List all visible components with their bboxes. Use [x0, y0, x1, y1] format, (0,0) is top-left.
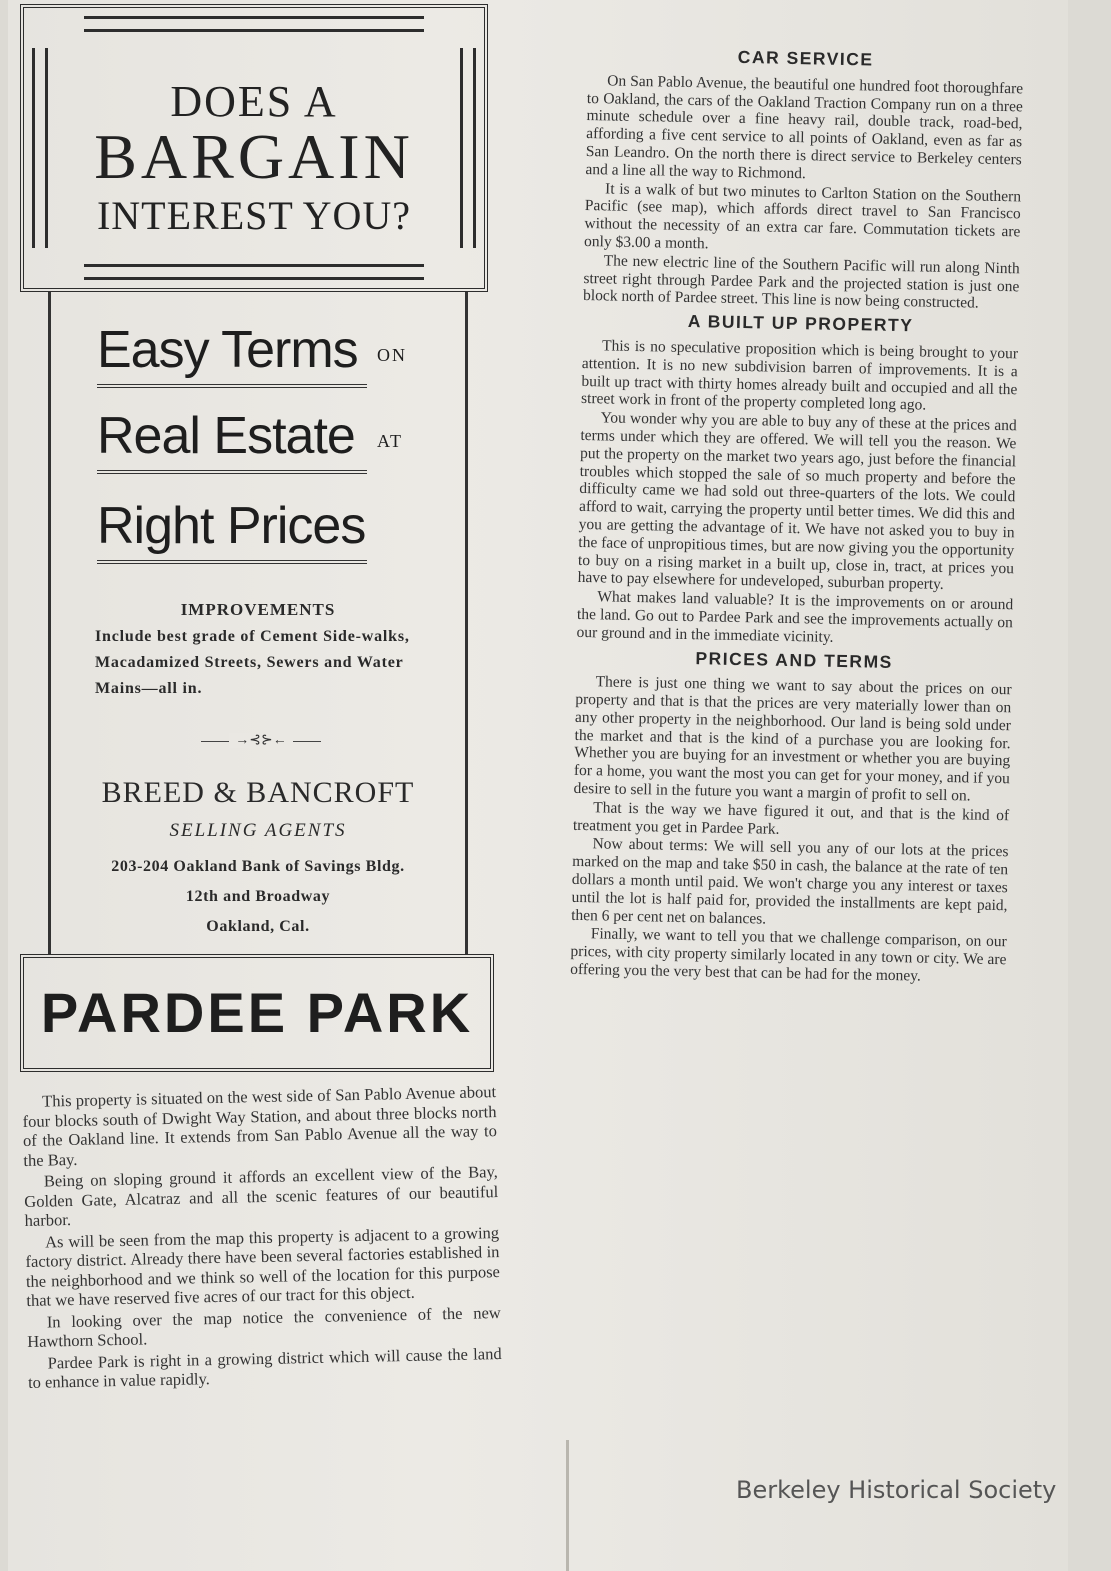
- border-ornament: [84, 264, 424, 280]
- paragraph: In looking over the map notice the convenience of the new Hawthorn School.: [27, 1302, 501, 1351]
- term-heading-text: Easy Terms: [97, 321, 358, 379]
- improvements-body: Include best grade of Cement Side-walks, Macadamized Streets, Sewers and Water Mains—all in.: [95, 628, 410, 697]
- watermark-credit: Berkeley Historical Society: [736, 1476, 1057, 1504]
- section-heading-car-service: CAR SERVICE: [737, 46, 874, 70]
- paragraph: Now about terms: We will sell you any of our lots at the prices marked on the map and take $50 in cash, the balance at the rate of ten dollars a month until paid. We won't charge you any interest or taxes until the lot is half paid for, provided the installments are kept paid, then 6 per cent net on balances.: [571, 835, 1009, 928]
- paragraph: As will be seen from the map this property is adjacent to a growing factory district. Already there have been several factories established in the neighborhood and we think so well of the location for this purpose that we have reserved five acres of our tract for this object.: [25, 1222, 501, 1310]
- paragraph: It is a walk of but two minutes to Carlton Station on the Southern Pacific (see map), which affords direct travel to San Francisco without the necessity of an extra car fare. Commutation tickets are only $3.00 a month.: [583, 179, 1022, 253]
- address-line: Oakland, Cal.: [206, 918, 310, 935]
- paragraph: There is just one thing we want to say about the prices on our property and that is that the prices are very materially lower than on any other property in the neighborhood. Our land is being sold under the market and that is the kind of a purchase you are looking for. Whether you are buying for an investment or whether you are buying for a home, you want the most you can get for your money, and if you desire to sell in the future you want a margin of profit to sell on.: [573, 673, 1012, 805]
- ornament-glyph: →⊰⊱←: [229, 733, 292, 748]
- pardee-park-body: [22, 1082, 502, 1394]
- term-heading-text: Right Prices: [97, 497, 366, 555]
- section-heading-built-up: A BUILT UP PROPERTY: [687, 311, 914, 336]
- paragraph: The new electric line of the Southern Pacific will run along Ninth street right through Pardee Park and the projected station is just one block north of Pardee street. This line is now being constructed.: [582, 252, 1020, 312]
- page-fold: [566, 1440, 569, 1571]
- paragraph: What makes land valuable? It is the improvements on or around the land. Go out to Pardee Park and see the improvements actually on our ground and in the immediate vicinity.: [576, 588, 1014, 646]
- term-heading-text: Real Estate: [97, 407, 355, 465]
- paragraph: On San Pablo Avenue, the beautiful one hundred foot thoroughfare to Oakland, the cars of the Oakland Traction Company run on a three minute schedule over a fine heavy rail, double track, road-bed, affording a five cent service to all points of Oakland, even as far as San Leandro. On the north there is direct service to Berkeley centers and a line all the way to Richmond.: [585, 72, 1024, 182]
- paragraph: That is the way we have figured it out, and that is the kind of treatment you get in Pardee Park.: [572, 799, 1010, 838]
- headline-line-1: DOES A: [170, 77, 338, 126]
- improvements-title: IMPROVEMENTS: [180, 600, 336, 619]
- agents-subtitle: SELLING AGENTS: [169, 820, 347, 841]
- agents-name: BREED & BANCROFT: [101, 776, 415, 809]
- bargain-headline-box: [20, 4, 488, 292]
- headline-line-2: BARGAIN: [94, 121, 414, 192]
- paragraph: This is no speculative proposition which is being brought to your attention. It is no new subdivision barren of improvements. It is a built up tract with thirty homes already built and occupied and all the street work in front of the property completed long ago.: [580, 337, 1019, 414]
- paragraph: This property is situated on the west side of San Pablo Avenue about four blocks south of Dwight Way Station, and about three blocks north of the Oakland line. It extends from San Pablo Avenue all the way to the Bay.: [22, 1082, 498, 1170]
- term-heading-suffix: AT: [377, 431, 403, 451]
- divider-ornament: [201, 732, 321, 749]
- paragraph: Pardee Park is right in a growing district which will cause the land to enhance in value rapidly.: [27, 1343, 502, 1392]
- terms-panel: [48, 292, 468, 954]
- border-ornament: [84, 16, 424, 32]
- paragraph: Finally, we want to tell you that we challenge comparison, on our prices, with city property similarly located in any town or city. We are offering you the very best that can be had for the money.: [569, 925, 1007, 985]
- pardee-park-title: PARDEE PARK: [40, 981, 474, 1044]
- term-heading-suffix: ON: [377, 345, 407, 365]
- term-heading: [97, 320, 407, 388]
- headline-line-3: INTEREST YOU?: [96, 193, 412, 238]
- address-line: 12th and Broadway: [185, 888, 331, 905]
- term-heading: [97, 406, 403, 474]
- address-line: 203-204 Oakland Bank of Savings Bldg.: [111, 858, 405, 875]
- term-heading: [97, 496, 367, 564]
- right-column: [570, 40, 1024, 988]
- paragraph: You wonder why you are able to buy any of these at the prices and terms under which they are offered. We will tell you the reason. We put the property on the market two years ago, just before the financial troubles which stopped the sale of so much property and before the difficulty came we had sold out three-quarters of the lots. We could afford to wait, carrying the property until better times. We did this and you are getting the advantage of it. We have not asked you to buy in the face of unpropitious times, but are now giving you the opportunity to buy on a rising market in a built up, close in, tract, at prices you have to pay elsewhere for undeveloped, suburban property.: [577, 409, 1017, 594]
- paragraph: Being on sloping ground it affords an excellent view of the Bay, Golden Gate, Alcatraz and all the scenic features of our beautiful harbor.: [24, 1162, 499, 1230]
- pardee-park-title-box: [20, 954, 494, 1072]
- section-heading-prices: PRICES AND TERMS: [695, 647, 894, 672]
